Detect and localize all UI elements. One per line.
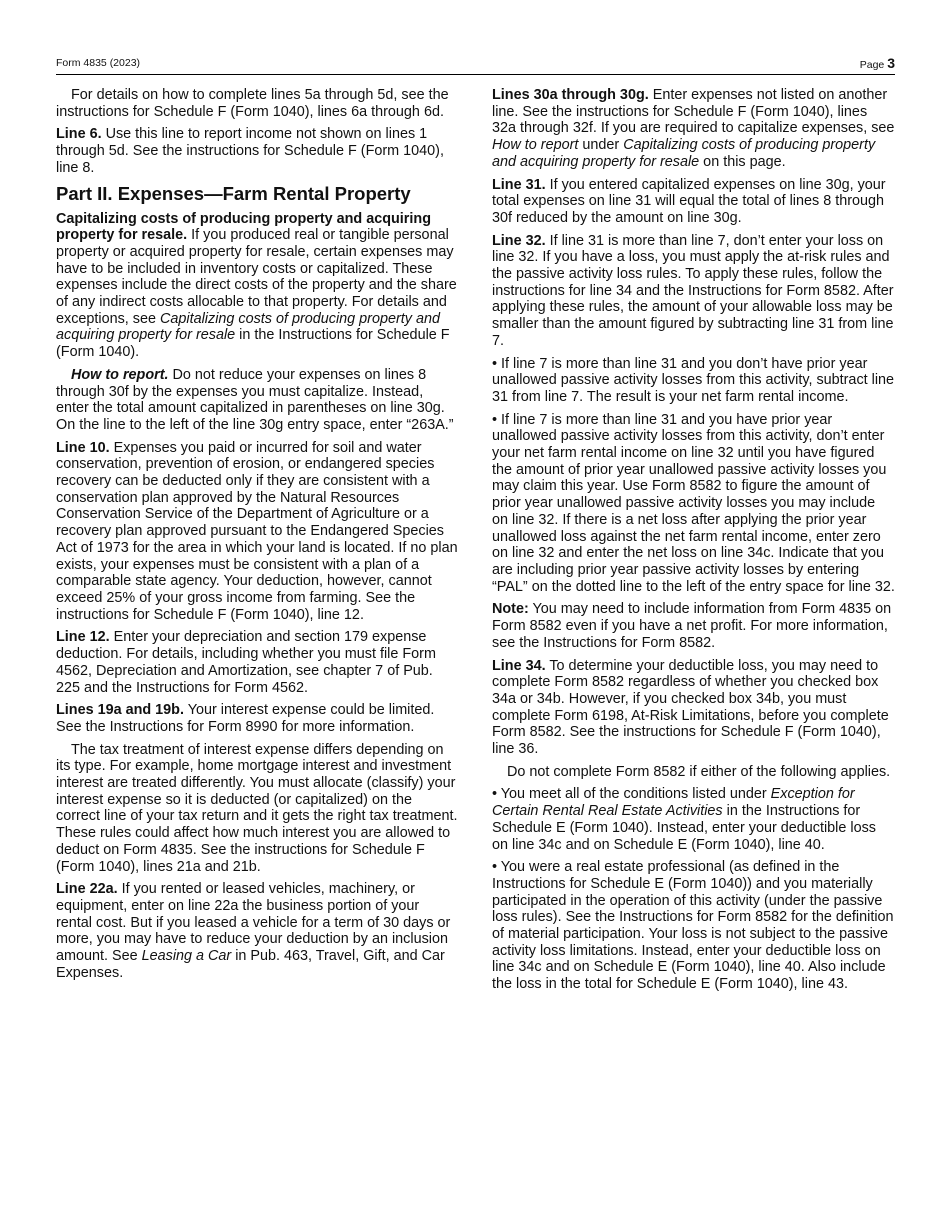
para-line-31: Line 31. If you entered capitalized expenses on line 30g, your total expenses on line 31 will equal the total of lines 8 through 30f reduced by the amount on line 30g.: [492, 176, 886, 226]
para-line-12: Line 12. Enter your depreciation and section 179 expense deduction. For details, including whether you must file Form 4562, Depreciation and Amortization, see chapter 7 of Pub. 225 and the Instructions for Form 4562.: [56, 629, 436, 696]
left-column: [56, 87, 459, 987]
part-ii-heading: Part II. Expenses—Farm Rental Property: [56, 182, 411, 204]
para-lines-5a-5d: For details on how to complete lines 5a through 5d, see the instructions for Schedule F (Form 1040), lines 6a through 6d.: [56, 87, 449, 120]
para-note: Note: You may need to include information from Form 4835 on Form 8582 even if you have a net profit. For more information, see the Instructions for Form 8582.: [492, 601, 892, 651]
para-lines-30a-30g: Lines 30a through 30g. Enter expenses not listed on another line. See the instructions for Schedule F (Form 1040), lines 32a through 32f. If you are required to capitalize expenses, see How to report under Capitalizing costs of producing property and acquiring property for resale on this page.: [492, 87, 895, 170]
page-number: Page 3: [859, 55, 895, 71]
para-line-10: Line 10. Expenses you paid or incurred for soil and water conservation, prevention of erosion, or endangered species recovery can be deducted only if they are consistent with a conservation plan approved by the Natural Resources Conservation Service of the Department of Agriculture or a recovery plan approved pursuant to the Endangered Species Act of 1973 for the area in which your land is located. If no plan exists, your expenses must be consistent with a plan of a comparable state agency. Your deduction, however, cannot exceed 25% of your gross income from farming. See the instructions for Schedule F (Form 1040), line 12.: [56, 439, 458, 623]
para-line-32: Line 32. If line 31 is more than line 7, don’t enter your loss on line 32. If you have a loss, you must apply the at-risk rules and the passive activity loss rules. To apply these rules, follow the instructions for line 34 and the Instructions for Form 8582. After applying these rules, the amount of your allowable loss may be smaller than the amount figured by subtracting line 31 from line 7.: [492, 232, 894, 349]
para-lines-19a-19b: Lines 19a and 19b. Your interest expense could be limited. See the Instructions for Form 8990 for more information.: [56, 702, 435, 735]
bullet-no-prior-losses: • If line 7 is more than line 31 and you don’t have prior year unallowed passive activity losses from this activity, subtract line 31 from line 7. The result is your net farm rental income.: [492, 355, 895, 405]
right-column: [492, 87, 895, 999]
page-number-value: 3: [887, 55, 895, 71]
bullet-prior-losses: • If line 7 is more than line 31 and you have prior year unallowed passive activity losses from this activity, don’t enter your net farm rental income on line 32 until you have figured the amount of prior year unallowed passive activity losses you may claim this year. Use Form 8582 to figure the amount of prior year unallowed passive activity losses you may include on line 32. If there is a net loss after applying the prior year unallowed loss against the net farm rental income, enter zero on line 32 and enter the net loss on line 34c. Indicate that you are including prior year passive activity losses by entering “PAL” on the dotted line to the left of the entry space for line 32.: [492, 411, 895, 595]
para-line-6: Line 6. Use this line to report income not shown on lines 1 through 5d. See the instructions for Schedule F (Form 1040), line 8.: [56, 126, 444, 176]
para-line-22a: Line 22a. If you rented or leased vehicles, machinery, or equipment, enter on line 22a the business portion of your rental cost. But if you leased a vehicle for a term of 30 days or more, you may have to reduce your deduction by an inclusion amount. See Leasing a Car in Pub. 463, Travel, Gift, and Car Expenses.: [56, 881, 451, 981]
para-interest-treatment: The tax treatment of interest expense differs depending on its type. For example, home mortgage interest and investment interest are treated differently. You must allocate (classify) your interest expense so it is deducted (or capitalized) on the correct line of your tax return and it gets the right tax treatment. These rules could affect how much interest you are allowed to deduct on Form 4835. See the instructions for Schedule F (Form 1040), lines 21a and 21b.: [56, 741, 458, 875]
para-line-34: Line 34. To determine your deductible loss, you may need to complete Form 8582 regardless of whether you checked box 34a or 34b. However, if you checked box 34b, you must complete Form 6198, At-Risk Limitations, before you complete Form 8582. See the instructions for Schedule F (Form 1040), line 36.: [492, 657, 889, 758]
para-capitalizing: Capitalizing costs of producing property and acquiring property for resale. If you produced real or tangible personal property or acquired property for resale, certain expenses may have to be included in inventory costs or capitalized. These expenses include the direct costs of the property and the share of any indirect costs allocable to that property. For details and exceptions, see Capitalizing costs of producing property and acquiring property for resale in the Instructions for Schedule F (Form 1040).: [56, 210, 457, 361]
page-header: [56, 54, 895, 75]
form-id: Form 4835 (2023): [56, 57, 141, 69]
bullet-real-estate-professional: • You were a real estate professional (as defined in the Instructions for Schedule E (Form 1040)) and you materially participated in the operation of this activity (under the passive loss rules). See the Instructions for Form 8582 for the definition of material participation. Your loss is not subject to the passive activity loss limitations. Instead, enter your deductible loss on line 34c and on Schedule E (Form 1040), line 40. Also include the loss in the total for Schedule E (Form 1040), line 43.: [492, 859, 894, 993]
para-how-to-report: How to report. Do not reduce your expenses on lines 8 through 30f by the expenses you must capitalize. Instead, enter the total amount capitalized in parentheses on line 30g. On the line to the left of the line 30g entry space, enter “263A.”: [56, 366, 454, 433]
bullet-rental-exception: • You meet all of the conditions listed under Exception for Certain Rental Real Estate Activities in the Instructions for Schedule E (Form 1040). Instead, enter your deductible loss on line 34c and on Schedule E (Form 1040), line 40.: [492, 786, 876, 853]
para-do-not-complete: Do not complete Form 8582 if either of the following applies.: [507, 763, 891, 780]
